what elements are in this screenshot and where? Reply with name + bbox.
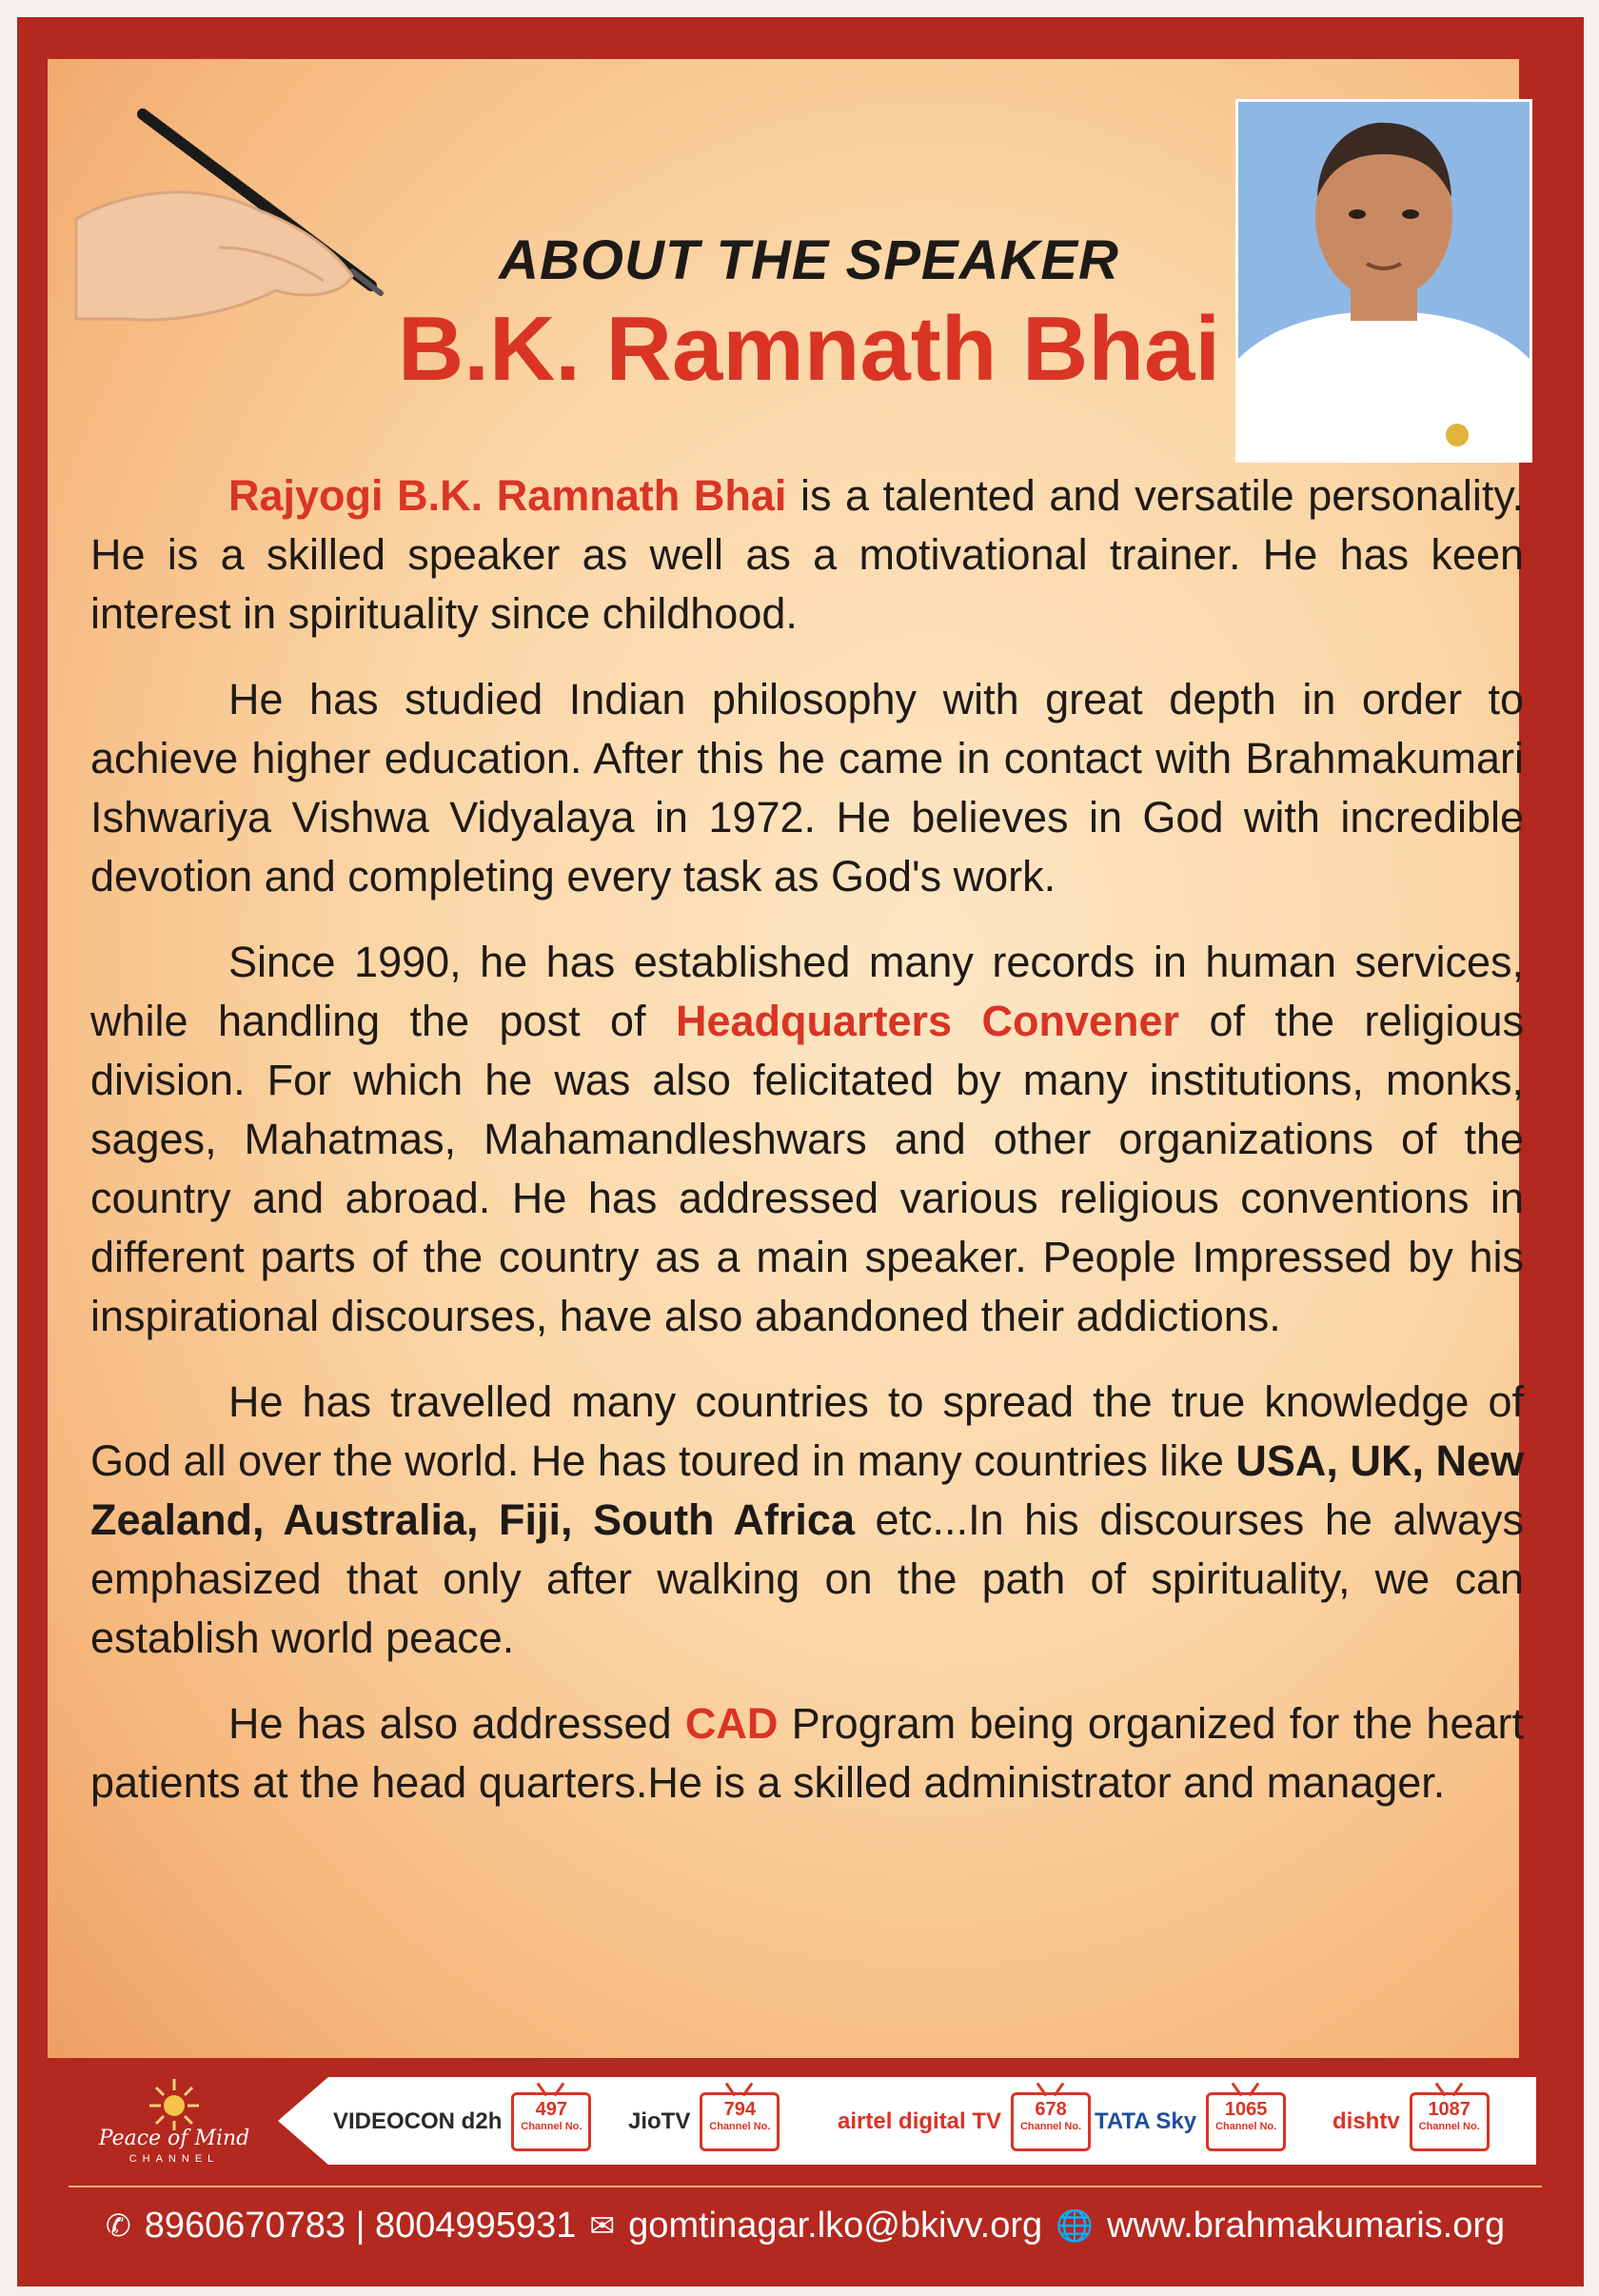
paragraph-3 bbox=[90, 933, 1524, 1346]
paragraph-5-before: He has also addressed bbox=[228, 1699, 685, 1748]
provider-name: JioTV bbox=[628, 2108, 691, 2134]
headquarters-convener-highlight: Headquarters Convener bbox=[675, 997, 1180, 1045]
phone-icon: ✆ bbox=[105, 2208, 131, 2243]
tv-channel-icon bbox=[1011, 2092, 1091, 2151]
channel-number: 1087 bbox=[1428, 2099, 1471, 2120]
hand-with-pen-icon bbox=[67, 105, 390, 333]
provider-name: airtel digital TV bbox=[838, 2108, 1002, 2134]
paragraph-2: He has studied Indian philosophy with great depth in order to achieve higher education. After this he came in contact with Brahmakumari Ishwariya Vishwa Vidyalaya in 1972. He believes in God with incredible devotion and completing every task as God's work. bbox=[90, 675, 1524, 901]
cad-highlight: CAD bbox=[684, 1699, 779, 1748]
paragraph-4-before: He has travelled many countries to spread the true knowledge of God all over the world. He has toured in many countries like bbox=[90, 1377, 1524, 1485]
channel-label: Channel No. bbox=[709, 2121, 771, 2132]
provider-tatasky bbox=[1095, 2088, 1286, 2155]
provider-dishtv bbox=[1332, 2088, 1490, 2155]
provider-jiotv bbox=[628, 2088, 780, 2155]
tv-channel-icon bbox=[511, 2092, 591, 2151]
channel-number: 497 bbox=[535, 2099, 568, 2120]
phone-numbers: 8960670783 | 8004995931 bbox=[144, 2205, 577, 2246]
mail-icon: ✉ bbox=[589, 2208, 616, 2243]
tv-channel-icon bbox=[1206, 2092, 1286, 2151]
speaker-photo bbox=[1235, 99, 1532, 463]
sun-rays-icon bbox=[146, 2077, 203, 2130]
channel-label: Channel No. bbox=[521, 2121, 582, 2132]
contact-footer bbox=[69, 2186, 1542, 2264]
speaker-name: B.K. Ramnath Bhai bbox=[397, 298, 1221, 400]
channel-number: 794 bbox=[723, 2099, 757, 2120]
channel-number: 678 bbox=[1035, 2099, 1067, 2120]
logo-subtext: CHANNEL bbox=[128, 2153, 220, 2165]
channel-label: Channel No. bbox=[1215, 2121, 1277, 2132]
tv-channel-icon bbox=[1410, 2092, 1490, 2151]
biography-text bbox=[90, 466, 1524, 1839]
paragraph-4 bbox=[90, 1373, 1524, 1668]
channel-number: 1065 bbox=[1224, 2099, 1268, 2120]
provider-name: dishtv bbox=[1332, 2108, 1400, 2134]
channel-label: Channel No. bbox=[1418, 2121, 1480, 2132]
logo-text: Peace of Mind bbox=[98, 2127, 250, 2150]
provider-name: VIDEOCON d2h bbox=[333, 2108, 503, 2134]
paragraph-5-after: Program being organized for the heart patients at the head quarters.He is a skilled administrator and manager. bbox=[90, 1699, 1524, 1807]
paragraph-1-text: is a talented and versatile personality. He is a skilled speaker as well as a motivational trainer. He has keen interest in spirituality since childhood. bbox=[90, 471, 1525, 638]
paragraph-4-after: etc...In his discourses he always emphasized that only after walking on the path of spirituality, we can establish world peace. bbox=[90, 1495, 1524, 1662]
paragraph-3-before: Since 1990, he has established many records in human services, while handling the post of bbox=[90, 938, 1524, 1045]
section-title: ABOUT THE SPEAKER bbox=[499, 229, 1119, 291]
globe-icon: 🌐 bbox=[1056, 2208, 1094, 2243]
speaker-full-name: Rajyogi B.K. Ramnath Bhai bbox=[228, 471, 787, 520]
provider-airtel bbox=[838, 2088, 1091, 2155]
countries-list: USA, UK, New Zealand, Australia, Fiji, South Africa bbox=[90, 1436, 1524, 1544]
peace-of-mind-logo bbox=[84, 2075, 265, 2170]
paragraph-5 bbox=[90, 1694, 1524, 1812]
channel-label: Channel No. bbox=[1019, 2121, 1082, 2132]
email-link[interactable]: gomtinagar.lko@bkivv.org bbox=[628, 2205, 1043, 2246]
website-link[interactable]: www.brahmakumaris.org bbox=[1106, 2205, 1506, 2246]
paragraph-3-after: of the religious division. For which he was also felicitated by many institutions, monks, sages, Mahatmas, Mahamandleshwars and other organizations of the country and abroad. He has addressed various religious conventions in different parts of the country as a main speaker. People Impressed by his inspirational discourses, have also abandoned their addictions. bbox=[90, 997, 1525, 1340]
paragraph-1 bbox=[90, 466, 1524, 643]
provider-name: TATA Sky bbox=[1095, 2108, 1197, 2134]
provider-videocon bbox=[333, 2088, 591, 2155]
tv-channel-icon bbox=[700, 2092, 780, 2151]
